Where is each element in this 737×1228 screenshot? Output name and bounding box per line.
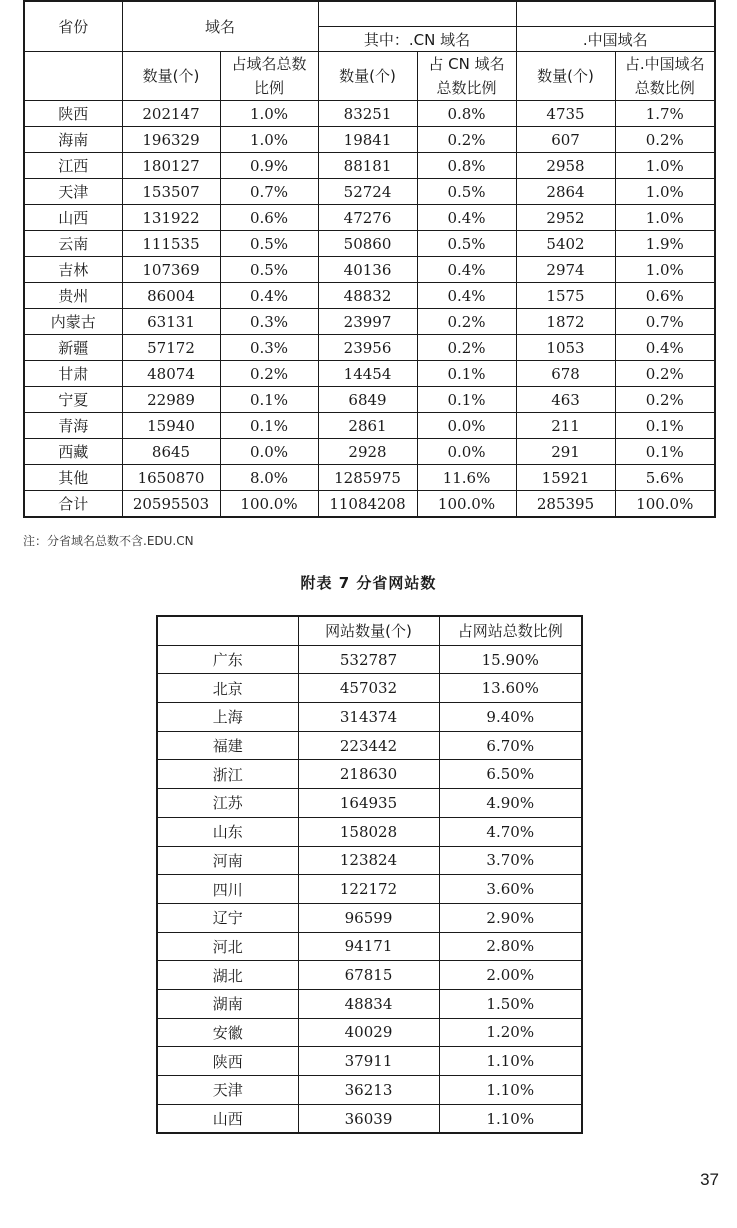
value-cell: 463 [516, 387, 615, 413]
value-cell: 0.6% [220, 205, 318, 231]
header-domain: 域名 [122, 1, 318, 52]
value-cell: 0.1% [417, 387, 516, 413]
value-cell: 1.0% [615, 205, 715, 231]
province-cell: 天津 [24, 179, 122, 205]
province-cell: 河南 [157, 846, 298, 875]
value-cell: 2.90% [439, 903, 582, 932]
value-cell: 2952 [516, 205, 615, 231]
province-cell: 合计 [24, 491, 122, 518]
page-number: 37 [700, 1170, 719, 1189]
value-cell: 8.0% [220, 465, 318, 491]
table-row [24, 153, 715, 179]
value-cell: 131922 [122, 205, 220, 231]
value-cell: 1.10% [439, 1047, 582, 1076]
value-cell: 1.0% [615, 179, 715, 205]
value-cell: 83251 [318, 101, 417, 127]
province-cell: 天津 [157, 1076, 298, 1105]
websites-by-province-table [156, 615, 583, 1134]
header-province-empty [24, 52, 122, 101]
value-cell: 0.8% [417, 153, 516, 179]
header-province [157, 616, 298, 645]
value-cell: 0.1% [220, 413, 318, 439]
value-cell: 48834 [298, 989, 439, 1018]
value-cell: 50860 [318, 231, 417, 257]
value-cell: 0.1% [615, 439, 715, 465]
table-row [24, 387, 715, 413]
value-cell: 4.90% [439, 789, 582, 818]
value-cell: 202147 [122, 101, 220, 127]
value-cell: 0.4% [220, 283, 318, 309]
value-cell: 100.0% [615, 491, 715, 518]
value-cell: 6.70% [439, 731, 582, 760]
value-cell: 2.80% [439, 932, 582, 961]
province-cell: 云南 [24, 231, 122, 257]
province-cell: 浙江 [157, 760, 298, 789]
value-cell: 211 [516, 413, 615, 439]
table-row [157, 645, 582, 674]
value-cell: 1.9% [615, 231, 715, 257]
header-zh-ratio: 占.中国域名 总数比例 [615, 52, 715, 101]
value-cell: 5.6% [615, 465, 715, 491]
value-cell: 0.6% [615, 283, 715, 309]
value-cell: 1.7% [615, 101, 715, 127]
value-cell: 0.4% [417, 257, 516, 283]
value-cell: 36213 [298, 1076, 439, 1105]
province-cell: 福建 [157, 731, 298, 760]
table-row [24, 101, 715, 127]
header-site-ratio: 占网站总数比例 [439, 616, 582, 645]
table-row [157, 703, 582, 732]
value-cell: 3.60% [439, 875, 582, 904]
value-cell: 40136 [318, 257, 417, 283]
value-cell: 291 [516, 439, 615, 465]
value-cell: 47276 [318, 205, 417, 231]
value-cell: 19841 [318, 127, 417, 153]
table-row [157, 1104, 582, 1133]
value-cell: 2928 [318, 439, 417, 465]
value-cell: 0.5% [220, 257, 318, 283]
province-cell: 其他 [24, 465, 122, 491]
province-cell: 青海 [24, 413, 122, 439]
province-cell: 新疆 [24, 335, 122, 361]
value-cell: 0.5% [417, 179, 516, 205]
value-cell: 0.0% [417, 413, 516, 439]
value-cell: 8645 [122, 439, 220, 465]
value-cell: 0.2% [417, 335, 516, 361]
value-cell: 0.2% [220, 361, 318, 387]
value-cell: 285395 [516, 491, 615, 518]
header-cn-ratio: 占 CN 域名 总数比例 [417, 52, 516, 101]
table-row [157, 903, 582, 932]
value-cell: 94171 [298, 932, 439, 961]
value-cell: 0.1% [417, 361, 516, 387]
province-cell: 北京 [157, 674, 298, 703]
value-cell: 107369 [122, 257, 220, 283]
value-cell: 2.00% [439, 961, 582, 990]
value-cell: 0.0% [220, 439, 318, 465]
value-cell: 11.6% [417, 465, 516, 491]
value-cell: 0.9% [220, 153, 318, 179]
value-cell: 23997 [318, 309, 417, 335]
province-cell: 四川 [157, 875, 298, 904]
province-cell: 海南 [24, 127, 122, 153]
value-cell: 532787 [298, 645, 439, 674]
table-row [24, 257, 715, 283]
value-cell: 0.4% [417, 205, 516, 231]
table-note: 注：分省域名总数不含.EDU.CN [23, 534, 194, 548]
header-province: 省份 [24, 1, 122, 52]
value-cell: 63131 [122, 309, 220, 335]
value-cell: 0.0% [417, 439, 516, 465]
province-cell: 内蒙古 [24, 309, 122, 335]
value-cell: 14454 [318, 361, 417, 387]
table-row [157, 932, 582, 961]
value-cell: 223442 [298, 731, 439, 760]
value-cell: 158028 [298, 817, 439, 846]
value-cell: 2958 [516, 153, 615, 179]
table-row [24, 179, 715, 205]
table-row [24, 491, 715, 518]
table-row [157, 961, 582, 990]
value-cell: 678 [516, 361, 615, 387]
table-caption: 附表 7 分省网站数 [300, 574, 437, 592]
header-zh-count: 数量(个) [516, 52, 615, 101]
table-row [157, 789, 582, 818]
value-cell: 314374 [298, 703, 439, 732]
value-cell: 88181 [318, 153, 417, 179]
province-cell: 广东 [157, 645, 298, 674]
value-cell: 40029 [298, 1018, 439, 1047]
province-cell: 山西 [24, 205, 122, 231]
province-cell: 湖北 [157, 961, 298, 990]
value-cell: 2861 [318, 413, 417, 439]
province-cell: 贵州 [24, 283, 122, 309]
table-row [24, 413, 715, 439]
value-cell: 180127 [122, 153, 220, 179]
table-row [24, 283, 715, 309]
table-row [24, 335, 715, 361]
value-cell: 1575 [516, 283, 615, 309]
value-cell: 123824 [298, 846, 439, 875]
province-cell: 江西 [24, 153, 122, 179]
value-cell: 15.90% [439, 645, 582, 674]
header-domain-ratio: 占域名总数 比例 [220, 52, 318, 101]
value-cell: 52724 [318, 179, 417, 205]
province-cell: 吉林 [24, 257, 122, 283]
header-site-count: 网站数量(个) [298, 616, 439, 645]
value-cell: 0.2% [417, 127, 516, 153]
table-row [24, 439, 715, 465]
value-cell: 100.0% [220, 491, 318, 518]
header-cn-group: 其中：.CN 域名 [318, 27, 516, 52]
value-cell: 1.10% [439, 1076, 582, 1105]
value-cell: 100.0% [417, 491, 516, 518]
table-row [24, 231, 715, 257]
province-cell: 山西 [157, 1104, 298, 1133]
value-cell: 164935 [298, 789, 439, 818]
province-cell: 湖南 [157, 989, 298, 1018]
value-cell: 0.2% [615, 387, 715, 413]
value-cell: 86004 [122, 283, 220, 309]
table-row [157, 731, 582, 760]
value-cell: 15940 [122, 413, 220, 439]
value-cell: 48832 [318, 283, 417, 309]
value-cell: 13.60% [439, 674, 582, 703]
table-row [157, 817, 582, 846]
province-cell: 宁夏 [24, 387, 122, 413]
table-row [157, 846, 582, 875]
value-cell: 5402 [516, 231, 615, 257]
value-cell: 96599 [298, 903, 439, 932]
table-row [24, 465, 715, 491]
value-cell: 1.50% [439, 989, 582, 1018]
value-cell: 457032 [298, 674, 439, 703]
value-cell: 0.8% [417, 101, 516, 127]
value-cell: 1.0% [615, 153, 715, 179]
header-cn-count: 数量(个) [318, 52, 417, 101]
value-cell: 0.3% [220, 335, 318, 361]
province-cell: 上海 [157, 703, 298, 732]
table-row [157, 1047, 582, 1076]
value-cell: 1650870 [122, 465, 220, 491]
header-count: 数量(个) [122, 52, 220, 101]
value-cell: 0.1% [220, 387, 318, 413]
table-row [157, 1018, 582, 1047]
value-cell: 20595503 [122, 491, 220, 518]
value-cell: 23956 [318, 335, 417, 361]
value-cell: 36039 [298, 1104, 439, 1133]
value-cell: 0.1% [615, 413, 715, 439]
header-zh-group: .中国域名 [516, 27, 715, 52]
value-cell: 0.2% [615, 361, 715, 387]
value-cell: 11084208 [318, 491, 417, 518]
value-cell: 153507 [122, 179, 220, 205]
value-cell: 1053 [516, 335, 615, 361]
header-cn-spacer [318, 1, 516, 27]
value-cell: 1.10% [439, 1104, 582, 1133]
value-cell: 0.4% [417, 283, 516, 309]
value-cell: 0.7% [615, 309, 715, 335]
value-cell: 607 [516, 127, 615, 153]
value-cell: 2864 [516, 179, 615, 205]
province-cell: 江苏 [157, 789, 298, 818]
value-cell: 9.40% [439, 703, 582, 732]
value-cell: 1.0% [220, 127, 318, 153]
province-cell: 甘肃 [24, 361, 122, 387]
value-cell: 1.0% [220, 101, 318, 127]
value-cell: 0.2% [417, 309, 516, 335]
value-cell: 218630 [298, 760, 439, 789]
value-cell: 0.2% [615, 127, 715, 153]
value-cell: 0.5% [417, 231, 516, 257]
province-cell: 陕西 [157, 1047, 298, 1076]
table-row [157, 875, 582, 904]
value-cell: 2974 [516, 257, 615, 283]
table-row [157, 1076, 582, 1105]
value-cell: 1.20% [439, 1018, 582, 1047]
domain-by-province-table [23, 0, 716, 518]
table-row [157, 760, 582, 789]
value-cell: 111535 [122, 231, 220, 257]
table-row [157, 989, 582, 1018]
table-row [24, 361, 715, 387]
value-cell: 122172 [298, 875, 439, 904]
header-zh-spacer [516, 1, 715, 27]
table-row [24, 309, 715, 335]
value-cell: 0.4% [615, 335, 715, 361]
province-cell: 辽宁 [157, 903, 298, 932]
value-cell: 22989 [122, 387, 220, 413]
value-cell: 57172 [122, 335, 220, 361]
value-cell: 1.0% [615, 257, 715, 283]
province-cell: 陕西 [24, 101, 122, 127]
province-cell: 安徽 [157, 1018, 298, 1047]
value-cell: 1285975 [318, 465, 417, 491]
value-cell: 6.50% [439, 760, 582, 789]
value-cell: 0.3% [220, 309, 318, 335]
province-cell: 西藏 [24, 439, 122, 465]
value-cell: 4.70% [439, 817, 582, 846]
table-row [24, 127, 715, 153]
value-cell: 0.5% [220, 231, 318, 257]
value-cell: 6849 [318, 387, 417, 413]
value-cell: 0.7% [220, 179, 318, 205]
value-cell: 15921 [516, 465, 615, 491]
value-cell: 48074 [122, 361, 220, 387]
province-cell: 河北 [157, 932, 298, 961]
table-row [157, 674, 582, 703]
value-cell: 196329 [122, 127, 220, 153]
value-cell: 4735 [516, 101, 615, 127]
value-cell: 1872 [516, 309, 615, 335]
value-cell: 67815 [298, 961, 439, 990]
value-cell: 3.70% [439, 846, 582, 875]
province-cell: 山东 [157, 817, 298, 846]
value-cell: 37911 [298, 1047, 439, 1076]
table-row [24, 205, 715, 231]
